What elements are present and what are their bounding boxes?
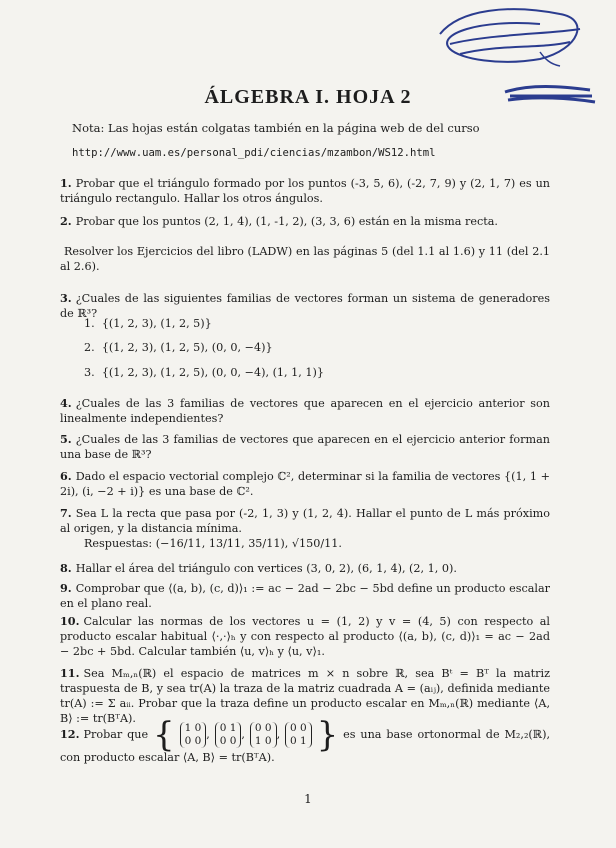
- item-text: {(1, 2, 3), (1, 2, 5)}: [101, 317, 212, 330]
- matrix-row: 0 0: [290, 722, 307, 734]
- matrix-3: [250, 722, 277, 748]
- exercise-number: 9.: [60, 581, 72, 595]
- item-text: {(1, 2, 3), (1, 2, 5), (0, 0, −4)}: [101, 341, 273, 354]
- list-item: [84, 341, 273, 354]
- list-item: [84, 366, 324, 379]
- item-text: {(1, 2, 3), (1, 2, 5), (0, 0, −4), (1, 1, 1)}: [101, 366, 324, 379]
- course-url[interactable]: http://www.uam.es/personal_pdi/ciencias/mzambon/WS12.html: [72, 147, 436, 159]
- exercise-10: [60, 581, 550, 611]
- matrix-row: 0 0: [184, 735, 202, 747]
- note-text: Nota: Las hojas están colgatas también en la página web de del curso: [72, 121, 480, 135]
- exercise-text: Probar que los puntos (2, 1, 4), (1, -1, 2), (3, 3, 6) están en la misma recta.: [75, 215, 498, 228]
- exercise-text: Calcular las normas de los vectores u = (1, 2) y v = (4, 5) con respecto al producto escalar habitual ⟨·,·⟩ₕ y con respecto al producto ⟨(a, b), (c, d)⟩₁ = ac − 2ad − 2bc + 5bd. Calcular también ⟨u, v⟩ₕ y ⟨u, v⟩₁.: [60, 615, 550, 658]
- open-brace: {: [153, 715, 175, 755]
- exercise-7: [60, 469, 550, 499]
- item-label: 1.: [84, 317, 95, 330]
- matrix-row: 0 1: [219, 722, 237, 734]
- list-item: [84, 317, 212, 330]
- exercise-number: 6.: [60, 469, 72, 483]
- matrix-4: [285, 722, 312, 748]
- exercise-11: [60, 614, 550, 659]
- matrix-1: [180, 722, 207, 748]
- exercise-number: 12.: [60, 727, 80, 741]
- matrix-2: [215, 722, 242, 748]
- close-brace: }: [316, 715, 339, 755]
- exercise-12: [60, 666, 550, 726]
- matrix-row: 0 0: [219, 735, 237, 747]
- exercise-prefix: Probar que: [83, 728, 149, 741]
- exercise-text: Comprobar que ⟨(a, b), (c, d)⟩₁ := ac − 2ad − 2bc − 5bd define un producto escalar en el plano real.: [60, 582, 550, 610]
- exercise-number: 1.: [60, 176, 72, 190]
- matrix-row: 0 0: [254, 722, 272, 734]
- exercise-suffix: es una base ortonormal de M₂,₂(ℝ), con producto escalar ⟨A, B⟩ = tr(BᵀA).: [60, 728, 551, 764]
- matrix-row: 1 0: [254, 735, 272, 747]
- exercise-number: 8.: [60, 561, 72, 575]
- exercise-number: 3.: [60, 291, 72, 305]
- exercise-text: Sea L la recta que pasa por (-2, 1, 3) y (1, 2, 4). Hallar el punto de L más próximo al origen, y la distancia mínima.: [60, 507, 550, 535]
- exercise-text: Hallar el área del triángulo con vertices (3, 0, 2), (6, 1, 4), (2, 1, 0).: [75, 562, 457, 575]
- exercise-text: ¿Cuales de las siguientes familias de vectores forman un sistema de generadores de ℝ³?: [60, 292, 550, 320]
- exercise-1: [60, 176, 550, 206]
- page-title: ÁLGEBRA I. HOJA 2: [204, 86, 412, 108]
- exercise-answer: Respuestas: (−16/11, 13/11, 35/11), √150/11.: [84, 537, 342, 550]
- matrix-row: 0 1: [290, 735, 307, 747]
- exercise-3: [60, 244, 550, 274]
- exercise-text: ¿Cuales de las 3 familias de vectores que aparecen en el ejercicio anterior son linealmente independientes?: [60, 397, 550, 425]
- matrix-row: 1 0: [184, 722, 202, 734]
- item-label: 2.: [84, 341, 95, 354]
- exercise-8: [60, 506, 550, 536]
- exercise-2: [60, 214, 550, 229]
- exercise-5: [60, 396, 550, 426]
- exercise-number: 4.: [60, 396, 72, 410]
- exercise-text: Resolver los Ejercicios del libro (LADW) en las páginas 5 (del 1.1 al 1.6) y 11 (del 2.1 al 2.6).: [60, 245, 550, 273]
- exercise-number: 10.: [60, 614, 80, 628]
- item-label: 3.: [84, 366, 95, 379]
- exercise-9: [60, 561, 550, 576]
- exercise-number: 11.: [60, 666, 80, 680]
- exercise-text: Probar que el triángulo formado por los puntos (-3, 5, 6), (-2, 7, 9) y (2, 1, 7) es un triángulo rectangulo. Hallar los otros ángulos.: [60, 177, 550, 205]
- exercise-text: Dado el espacio vectorial complejo ℂ², determinar si la familia de vectores {(1, 1 + 2i), (i, −2 + i)} es una base de ℂ².: [60, 470, 550, 498]
- exercise-6: [60, 432, 550, 462]
- exercise-number: 7.: [60, 506, 72, 520]
- exercise-number: 2.: [60, 214, 72, 228]
- exercise-13: 12. Probar que { 1 0 0 0 , 0 1 0 0 , 0 0 1 0 , 0 0 0 1 } es una base ortonormal de M₂,₂(ℝ), con producto escalar ⟨A, B⟩ = tr(BᵀA).: [60, 715, 551, 764]
- exercise-number: 5.: [60, 432, 72, 446]
- page-number: 1: [304, 792, 312, 806]
- exercise-text: ¿Cuales de las 3 familias de vectores que aparecen en el ejercicio anterior forman una base de ℝ³?: [60, 433, 550, 461]
- exercise-text: Sea Mₘ,ₙ(ℝ) el espacio de matrices m × n sobre ℝ, sea Bᵗ = Bᵀ la matriz traspuesta de B, y sea tr(A) la traza de la matriz cuadrada A = (aᵢⱼ), definida mediante tr(A) := Σ aᵢᵢ. Probar que la traza define un producto escalar en Mₘ,ₙ(ℝ) mediante ⟨A, B⟩ := tr(BᵀA).: [60, 667, 550, 725]
